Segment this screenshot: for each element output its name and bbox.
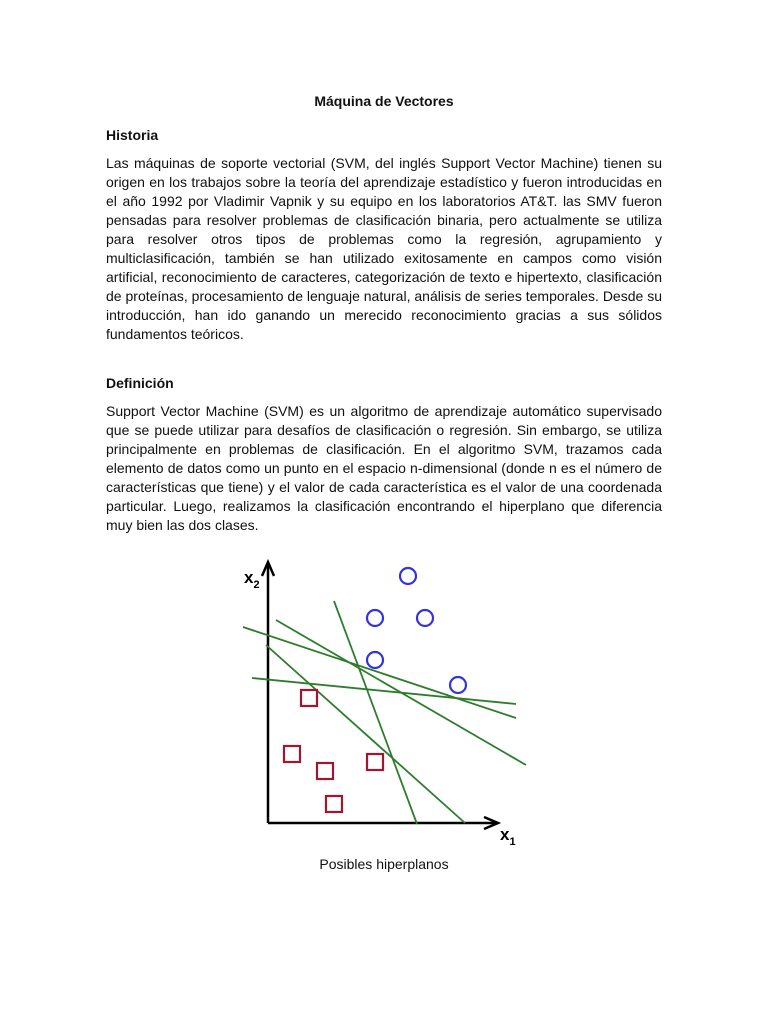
class-circle-point (367, 610, 383, 626)
circle-class-points (367, 568, 466, 693)
class-square-point (326, 796, 342, 812)
document-page (106, 92, 662, 535)
hyperplane-lines (243, 601, 526, 824)
class-square-point (284, 746, 300, 762)
square-class-points (284, 690, 383, 812)
class-square-point (317, 763, 333, 779)
class-circle-point (417, 610, 433, 626)
class-circle-point (450, 677, 466, 693)
class-circle-point (367, 652, 383, 668)
section-heading-definicion: Definición (106, 375, 174, 391)
section-heading-historia: Historia (106, 127, 159, 143)
section-body-historia: Las máquinas de soporte vectorial (SVM, del inglés Support Vector Machine) tienen su origen en los trabajos sobre la teoría del aprendizaje estadístico y fueron introducidas en el año 1992 por Vladimir Vapnik y su equipo en los laboratorios AT&T. las SMV fueron pensadas para resolver problemas de clasificación binaria, pero actualmente se utiliza para resolver otros tipos de problemas como la regresión, agrupamiento y multiclasificación, también se han utilizado exitosamente en campos como visión artificial, reconocimiento de caracteres, categorización de texto e hipertexto, clasificación de proteínas, procesamiento de lenguaje natural, análisis de series temporales. Desde su introducción, han ido ganando un merecido reconocimiento gracias a sus sólidos fundamentos teóricos. (106, 155, 662, 342)
hyperplane-line (266, 645, 465, 823)
y-axis-arrowhead (262, 562, 274, 576)
class-square-point (301, 690, 317, 706)
class-circle-point (400, 568, 416, 584)
figure-caption: Posibles hiperplanos (319, 856, 449, 872)
hyperplane-line (334, 601, 417, 824)
x-axis-label: $x_1$ (500, 825, 516, 848)
hyperplane-line (276, 620, 526, 765)
hyperplane-line (252, 678, 516, 704)
document-title: Máquina de Vectores (314, 93, 454, 109)
x-axis-arrowhead (484, 817, 498, 829)
y-axis-label: $x_2$ (244, 568, 260, 591)
hyperplane-line (243, 627, 516, 718)
section-body-definicion: Support Vector Machine (SVM) es un algoritmo de aprendizaje automático supervisado que se puede utilizar para desafíos de clasificación o regresión. Sin embargo, se utiliza principalmente en problemas de clasificación. En el algoritmo SVM, trazamos cada elemento de datos como un punto en el espacio n-dimensional (donde n es el número de características que tiene) y el valor de cada característica es el valor de una coordenada particular. Luego, realizamos la clasificación encontrando el hiperplano que diferencia muy bien las dos clases. (106, 403, 662, 533)
class-square-point (367, 754, 383, 770)
